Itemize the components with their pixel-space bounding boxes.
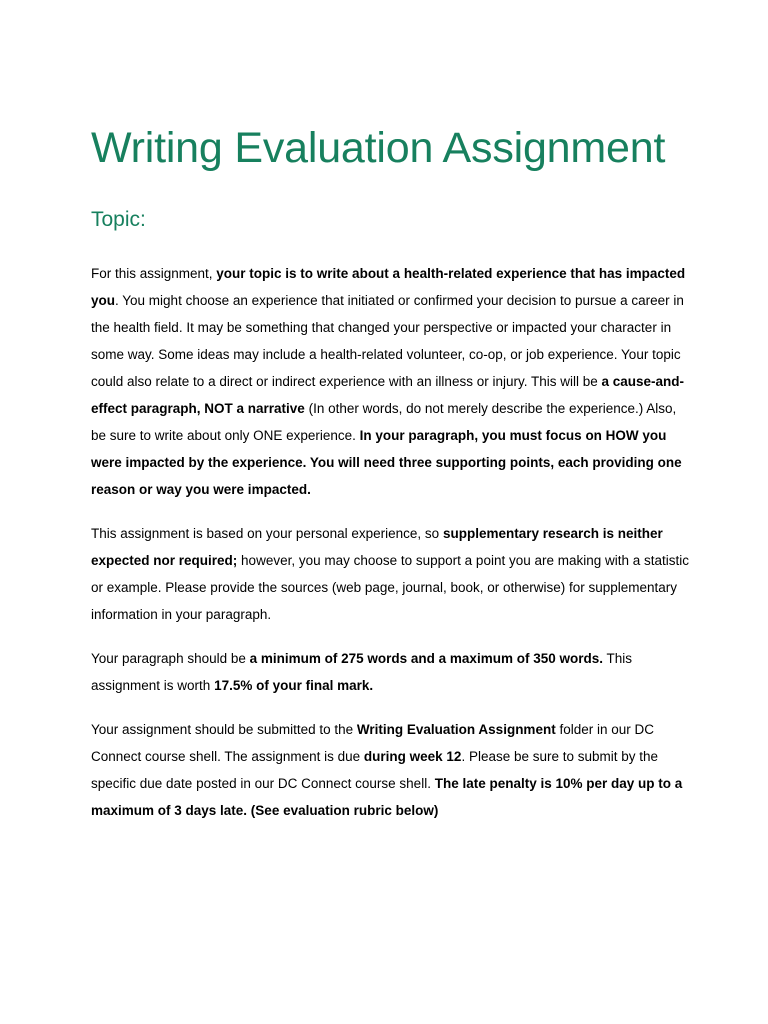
- paragraph-topic-description: [91, 260, 691, 503]
- document-title: Writing Evaluation Assignment: [91, 124, 666, 172]
- bold-text-run: a cause-and-effect paragraph, NOT a narrative: [91, 374, 685, 416]
- text-run: however, you may choose to support a point you are making with a statistic or example. Please provide the sources (web page, journal, book, or otherwise) for supplementary information in your paragraph.: [91, 553, 690, 622]
- document-page: [91, 122, 691, 824]
- bold-text-run: supplementary research is neither expected nor required;: [91, 526, 663, 568]
- text-run: (In other words, do not merely describe the experience.) Also, be sure to write about only ONE experience.: [91, 401, 677, 443]
- bold-text-run: In your paragraph, you must focus on HOW you were impacted by the experience. You will need three supporting points, each providing one reason or way you were impacted.: [91, 428, 682, 497]
- text-run: . You might choose an experience that initiated or confirmed your decision to pursue a career in the health field. It may be something that changed your perspective or impacted your character in some way. Some ideas may include a health-related volunteer, co-op, or job experience. Your topic could also relate to a direct or indirect experience with an illness or injury. This will be: [91, 293, 684, 389]
- paragraph-submission-info: [91, 716, 691, 824]
- bold-text-run: Writing Evaluation Assignment: [356, 722, 556, 737]
- text-run: folder in our DC Connect course shell. The assignment is due: [91, 722, 654, 764]
- text-run: For this assignment,: [91, 266, 217, 281]
- text-run: Your assignment should be submitted to the: [91, 722, 357, 737]
- bold-text-run: The late penalty is 10% per day up to a maximum of 3 days late. (See evaluation rubric below): [91, 776, 683, 818]
- text-run: This assignment is based on your personal experience, so: [91, 526, 443, 541]
- bold-text-run: 17.5% of your final mark.: [214, 678, 374, 693]
- paragraph-research-note: [91, 520, 691, 628]
- paragraph-length-requirements: [91, 645, 691, 699]
- bold-text-run: during week 12: [363, 749, 462, 764]
- text-run: Your paragraph should be: [91, 651, 250, 666]
- text-run: . Please be sure to submit by the specific due date posted in our DC Connect course shell.: [91, 749, 659, 791]
- bold-text-run: a minimum of 275 words and a maximum of 350 words.: [249, 651, 603, 666]
- section-heading-topic: Topic:: [91, 208, 146, 231]
- text-run: This assignment is worth: [91, 651, 632, 693]
- bold-text-run: your topic is to write about a health-related experience that has impacted you: [91, 266, 686, 308]
